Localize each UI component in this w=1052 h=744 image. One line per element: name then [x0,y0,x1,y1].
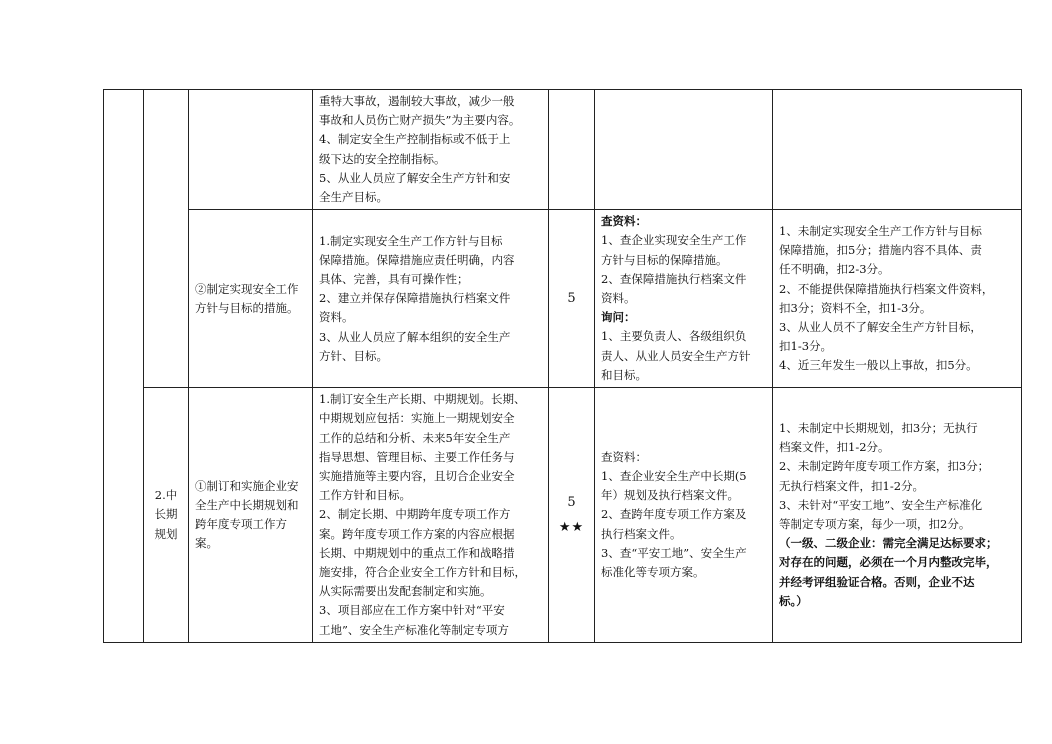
method-heading: 查资料： [601,214,647,229]
content-line: 5、从业人员应了解安全生产方针和安 [319,170,511,185]
content-line: 级下达的安全控制指标。 [319,151,446,166]
method-line: 1、查企业安全生产中长期(5 [601,469,747,484]
criteria-line: 4、近三年发生一般以上事故，扣5分。 [779,358,978,373]
method-line: 年）规划及执行档案文件。 [601,488,739,503]
criteria-cell [773,90,1022,210]
criteria-line: 无执行档案文件，扣1-2分。 [779,478,925,493]
criteria-line: 等制定专项方案，每少一项，扣2分。 [779,517,971,532]
criteria-note: 并经考评组验证合格。否则，企业不达 [779,574,975,589]
content-line: 长期、中期规划中的重点工作和战略措 [319,545,515,560]
content-line: 保障措施。保障措施应责任明确，内容 [319,252,515,267]
method-line: 方针与目标的保障措施。 [601,252,728,267]
star-rating: ★★ [558,520,585,536]
method-line: 责人、从业人员安全生产方针 [601,348,751,363]
score-value: 5 [567,494,576,510]
criteria-line: 2、未制定跨年度专项工作方案，扣3分； [779,459,990,474]
criteria-line: 3、从业人员不了解安全生产方针目标， [779,319,982,334]
criteria-line: 任不明确，扣2-3分。 [779,262,890,277]
criteria-note: 标。） [779,593,808,608]
criteria-line: 1、未制定中长期规划，扣3分；无执行 [779,421,978,436]
criteria-line: 3、未针对“平安工地”、安全生产标准化 [779,497,983,512]
content-line: 实施措施等主要内容，且切合企业安全 [319,469,515,484]
content-line: 2、建立并保存保障措施执行档案文件 [319,291,511,306]
content-line: 4、制定安全生产控制指标或不低于上 [319,132,511,147]
criteria-line: 扣3分；资料不全，扣1-3分。 [779,300,932,315]
method-cell [595,210,773,388]
category-cell [144,388,189,643]
content-line: 工作方针和目标。 [319,488,411,503]
criteria-cell [773,388,1022,643]
content-line: 全生产目标。 [319,190,388,205]
category-text: 2.中长期规划 [154,488,178,541]
criteria-line: 扣1-3分。 [779,339,833,354]
evaluation-table-page [103,89,1022,643]
method-cell [595,90,773,210]
content-line: 施安排，符合企业安全工作方针和目标， [319,565,526,580]
content-line: 资料。 [319,310,354,325]
score-cell [549,90,595,210]
criteria-note: 对存在的问题，必须在一个月内整改完毕， [779,555,998,570]
criteria-line: 档案文件，扣1-2分。 [779,440,890,455]
item-cell [189,210,313,388]
criteria-note: （一级、二级企业：需完全满足达标要求； [779,536,998,551]
method-cell [595,388,773,643]
content-line: 重特大事故，遏制较大事故，减少一般 [319,94,515,108]
content-line: 中期规划应包括：实施上一期规划安全 [319,411,515,426]
content-line: 从实际需要出发配套制定和实施。 [319,584,492,599]
item-text: ①制订和实施企业安全生产中长期规划和跨年度专项工作方案。 [195,478,299,551]
content-line: 指导思想、管理目标、主要工作任务与 [319,449,515,464]
method-line: 3、查“平安工地”、安全生产 [601,545,747,560]
item-text: ②制定实现安全工作方针与目标的措施。 [195,281,299,315]
criteria-cell [773,210,1022,388]
content-cell [313,90,549,210]
method-line: 和目标。 [601,367,647,382]
evaluation-table [103,89,1022,643]
criteria-line: 1、未制定实现安全生产工作方针与目标 [779,223,982,238]
content-line: 1.制定实现安全生产工作方针与目标 [319,233,503,248]
method-line: 执行档案文件。 [601,526,682,541]
item-cell [189,90,313,210]
content-line: 3、项目部应在工作方案中针对“平安 [319,603,505,618]
content-line: 1.制订安全生产长期、中期规划。长期、 [319,392,526,407]
content-line: 3、从业人员应了解本组织的安全生产 [319,329,511,344]
content-line: 2、制定长期、中期跨年度专项工作方 [319,507,511,522]
content-line: 具体、完善，具有可操作性； [319,271,469,286]
method-line: 标准化等专项方案。 [601,565,705,580]
content-line: 事故和人员伤亡财产损失”为主要内容。 [319,113,521,128]
criteria-line: 2、不能提供保障措施执行档案文件资料， [779,281,994,296]
level1-cell [104,90,144,643]
table-row [104,388,1022,643]
criteria-line: 保障措施，扣5分；措施内容不具体、责 [779,243,982,258]
score-cell [549,388,595,643]
category-cell [144,90,189,388]
table-row [104,210,1022,388]
method-line: 2、查跨年度专项工作方案及 [601,507,747,522]
content-line: 案。跨年度专项工作方案的内容应根据 [319,526,515,541]
content-line: 工地”、安全生产标准化等制定专项方 [319,622,509,637]
method-line: 2、查保障措施执行档案文件 [601,271,747,286]
score-value: 5 [567,291,576,307]
content-line: 工作的总结和分析、未来5年安全生产 [319,430,511,445]
score-cell [549,210,595,388]
item-cell [189,388,313,643]
content-cell [313,210,549,388]
method-line: 1、查企业实现安全生产工作 [601,233,747,248]
table-row [104,90,1022,210]
content-line: 方针、目标。 [319,348,388,363]
method-line: 资料。 [601,291,636,306]
content-cell [313,388,549,643]
method-heading: 询问： [601,310,636,325]
method-line: 1、主要负责人、各级组织负 [601,329,747,344]
method-heading: 查资料： [601,449,647,464]
